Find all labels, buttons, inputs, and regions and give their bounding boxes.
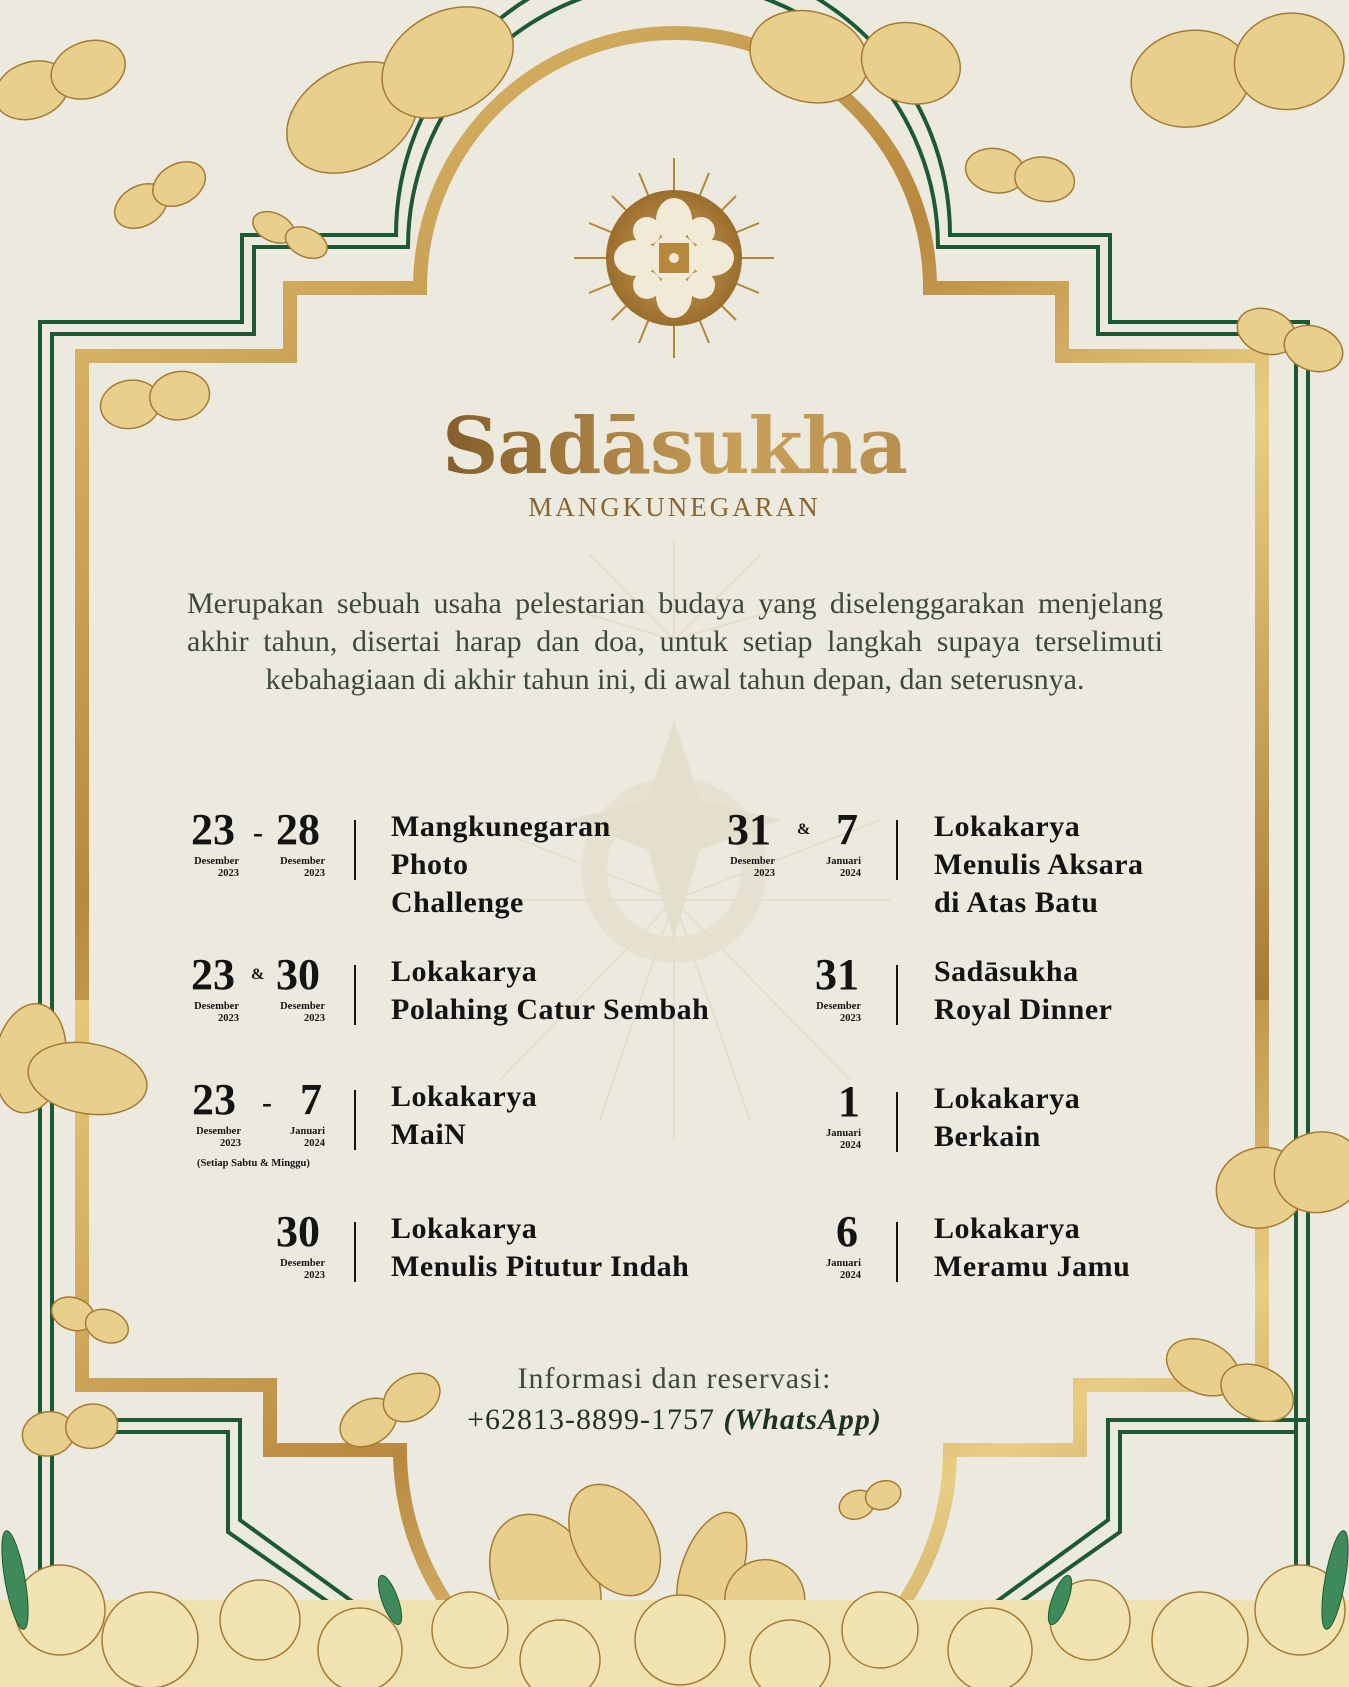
divider: [896, 965, 898, 1025]
event-item: [0, 1207, 1349, 1330]
date-day: 30: [276, 1207, 320, 1256]
date-connector: -: [253, 816, 263, 849]
date-month-year: Desember 2023: [280, 1001, 325, 1024]
intro-paragraph: Merupakan sebuah usaha pelestarian budaya yang diselenggarakan menjelang akhir tahun, disertai harap dan doa, untuk setiap langkah supaya terselimuti kebahagiaan di akhir tahun ini, di awal tahun depan, dan seterusnya.: [187, 587, 1163, 696]
flower-border-icon: [0, 1529, 1349, 1687]
whatsapp-label: (WhatsApp): [723, 1403, 882, 1436]
date-month-year: Desember 2023: [730, 856, 775, 879]
date-day: 7: [836, 805, 858, 854]
date-day: 31: [815, 950, 859, 999]
date-month-year: Desember 2023: [280, 856, 325, 879]
event-item: [0, 950, 1349, 1073]
event-item: [0, 1075, 1349, 1200]
date-month-year: Desember 2023: [196, 1126, 241, 1149]
contact-label: Informasi dan reservasi:: [517, 1362, 832, 1395]
date-month-year: Januari 2024: [825, 1258, 861, 1281]
phone-number[interactable]: +62813-8899-1757: [467, 1403, 716, 1436]
event-title: Lokakarya Polahing Catur Sembah: [391, 955, 710, 1026]
date-month-year: Desember 2023: [194, 856, 239, 879]
event-title: Lokakarya Meramu Jamu: [934, 1212, 1131, 1283]
divider: [896, 1222, 898, 1282]
date-connector: -: [262, 1086, 272, 1119]
brand-title: Sadāsukha: [0, 408, 1349, 486]
date-connector: &: [251, 966, 265, 983]
event-title: Lokakarya Menulis Pitutur Indah: [391, 1212, 690, 1283]
divider: [896, 1092, 898, 1152]
date-day: 1: [838, 1077, 860, 1126]
event-title: Mangkunegaran Photo Challenge: [391, 810, 611, 919]
event-title: Lokakarya Menulis Aksara di Atas Batu: [934, 810, 1144, 919]
date-day: 30: [276, 950, 320, 999]
date-day: 7: [300, 1075, 322, 1124]
date-month-year: Desember 2023: [280, 1258, 325, 1281]
date-month-year: Januari 2024: [289, 1126, 325, 1149]
divider: [896, 820, 898, 880]
date-day: 23: [191, 950, 235, 999]
date-day: 23: [191, 805, 235, 854]
date-connector: &: [797, 821, 811, 838]
date-day: 28: [276, 805, 320, 854]
contact-phone[interactable]: [0, 1403, 1349, 1437]
date-note: (Setiap Sabtu & Minggu): [197, 1158, 310, 1169]
date-month-year: Desember 2023: [194, 1001, 239, 1024]
date-day: 6: [836, 1207, 858, 1256]
date-day: 31: [727, 805, 771, 854]
event-title: Lokakarya Berkain: [934, 1082, 1081, 1153]
event-item: [0, 805, 1349, 928]
brand-subtitle: MANGKUNEGARAN: [528, 492, 821, 522]
date-day: 23: [192, 1075, 236, 1124]
event-title: Lokakarya MaiN: [391, 1080, 538, 1151]
lotus-sun-emblem-icon: [574, 158, 774, 358]
date-month-year: Januari 2024: [825, 1128, 861, 1151]
date-month-year: Desember 2023: [816, 1001, 861, 1024]
event-title: Sadāsukha Royal Dinner: [934, 955, 1113, 1026]
date-month-year: Januari 2024: [825, 856, 861, 879]
